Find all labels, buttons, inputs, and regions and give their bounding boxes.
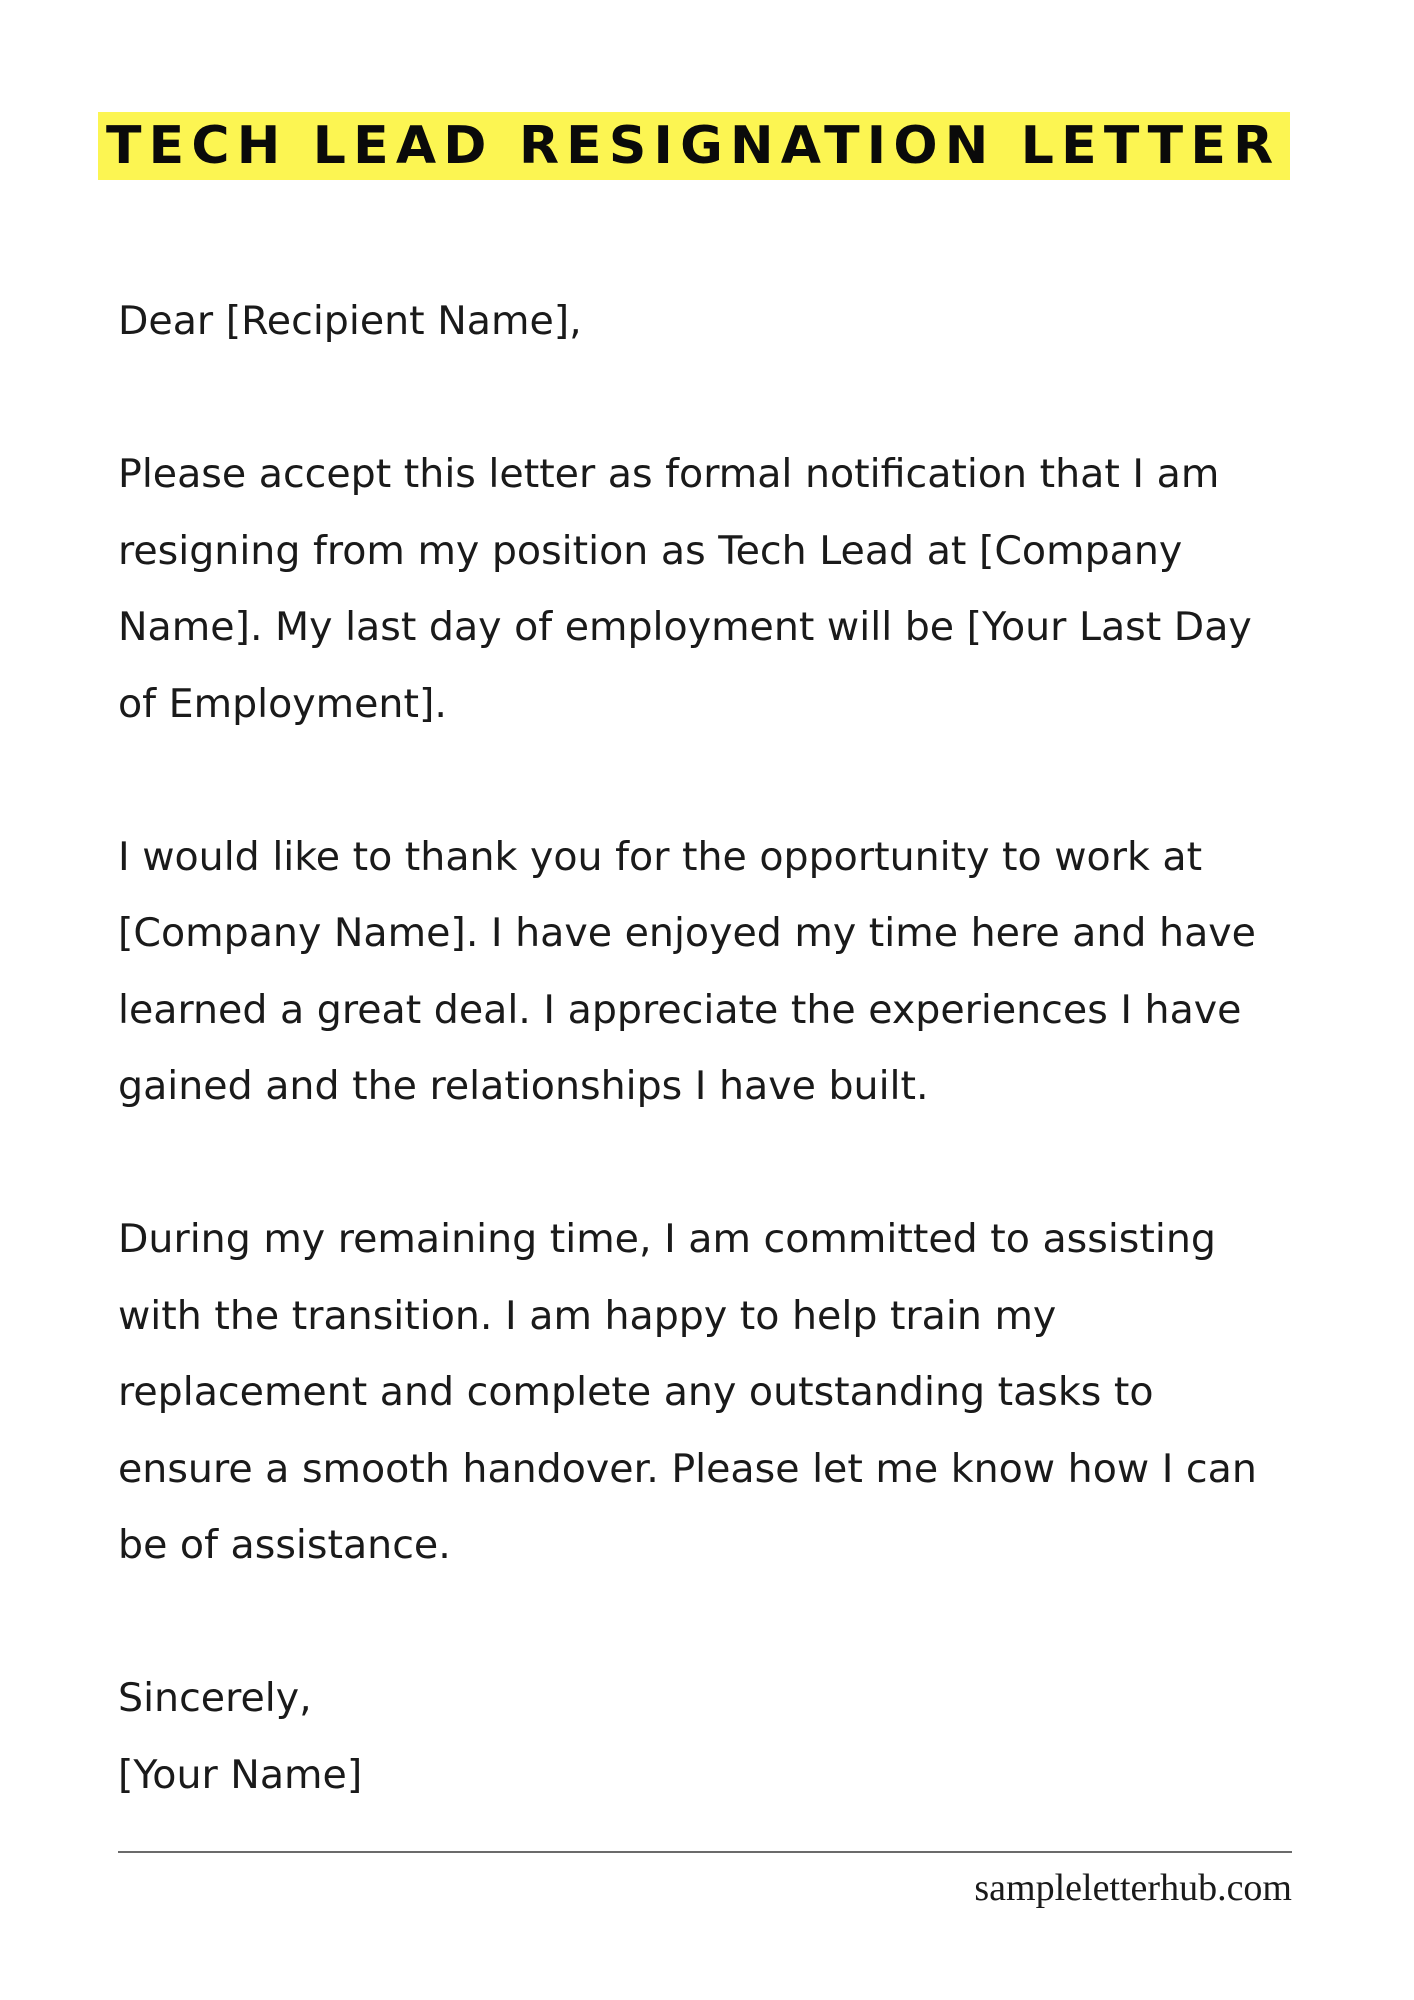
paragraph-notification (118, 436, 1358, 742)
footer-divider (118, 1851, 1292, 1853)
paragraph-line: of Employment]. (118, 680, 447, 727)
paragraph-line: replacement and complete any outstanding tasks to (118, 1369, 1154, 1415)
letter-title: TECH LEAD RESIGNATION LETTER (106, 116, 1281, 176)
paragraph-gap (118, 742, 1358, 819)
greeting: Dear [Recipient Name], (118, 298, 582, 344)
footer-website: sampleletterhub.com (974, 1867, 1292, 1909)
paragraph-thanks (118, 819, 1358, 1125)
paragraph-line: ensure a smooth handover. Please let me know how I can (118, 1445, 1257, 1492)
paragraph-transition (118, 1201, 1358, 1584)
paragraph-line: I would like to thank you for the opportunity to work at (118, 833, 1203, 880)
signature: [Your Name] (118, 1751, 363, 1798)
paragraph-line: During my remaining time, I am committed to assisting (118, 1216, 1216, 1262)
paragraph-line: with the transition. I am happy to help train my (118, 1292, 1057, 1339)
closing: Sincerely, (118, 1675, 312, 1721)
paragraph-line: learned a great deal. I appreciate the experiences I have (118, 986, 1242, 1033)
paragraph-line: gained and the relationships I have built. (118, 1063, 929, 1109)
letter-body (118, 283, 1358, 1813)
paragraph-gap (118, 360, 1358, 437)
paragraph-line: Please accept this letter as formal notification that I am (118, 451, 1220, 497)
paragraph-line: resigning from my position as Tech Lead at [Company (118, 527, 1183, 574)
paragraph-line: Name]. My last day of employment will be [Your Last Day (118, 604, 1252, 650)
paragraph-line: be of assistance. (118, 1522, 451, 1568)
paragraph-gap (118, 1125, 1358, 1202)
paragraph-line: [Company Name]. I have enjoyed my time here and have (118, 910, 1256, 956)
title-highlight (98, 112, 1290, 180)
paragraph-gap (118, 1584, 1358, 1661)
